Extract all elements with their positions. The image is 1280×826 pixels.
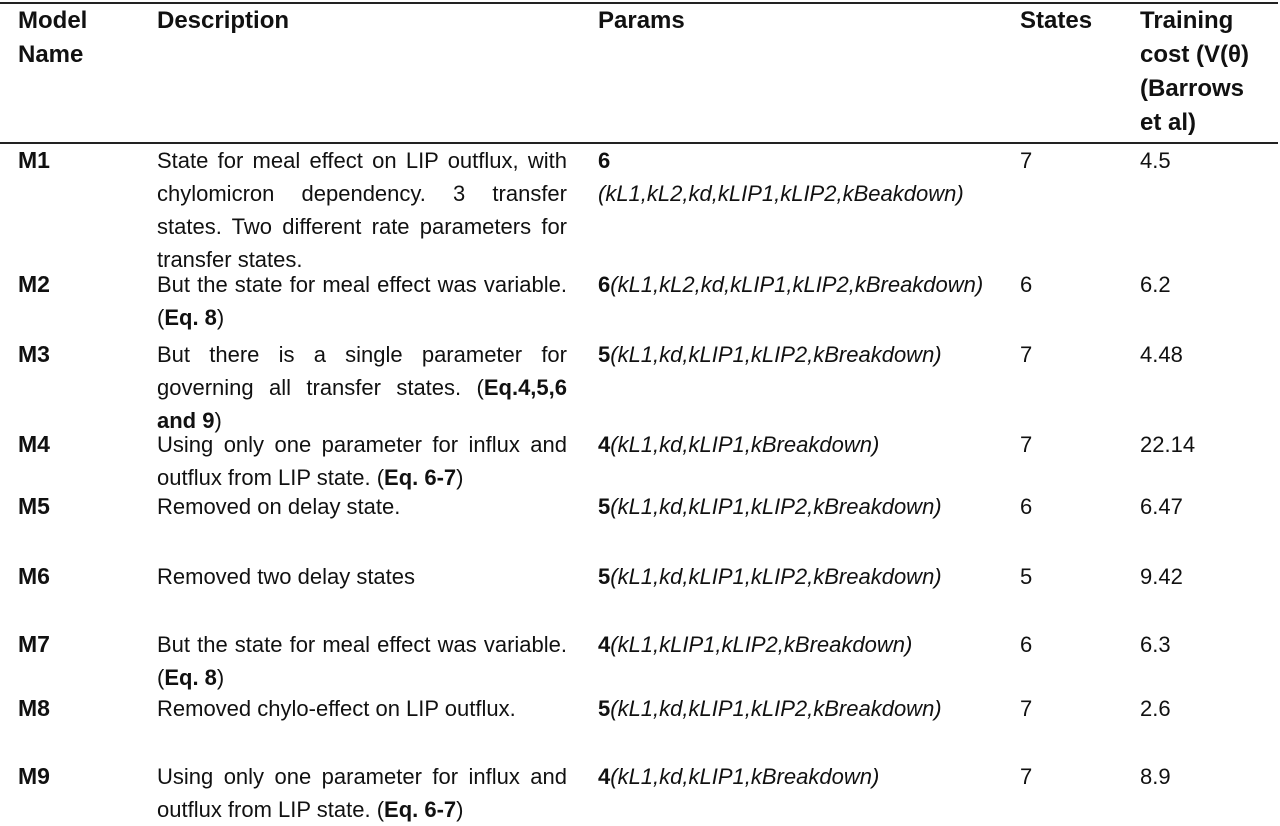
equation-ref: Eq. 6-7 (384, 797, 457, 822)
description-text: Using only one parameter for influx and outflux from LIP state. ( (157, 764, 567, 822)
param-list: (kL1,kL2,kd,kLIP1,kLIP2,kBeakdown) (598, 181, 964, 206)
model-params (598, 692, 988, 725)
training-cost: 8.9 (1140, 764, 1171, 789)
training-cost: 9.42 (1140, 564, 1183, 589)
model-states: 6 (1020, 272, 1033, 297)
param-count: 4 (598, 632, 611, 657)
model-params (598, 144, 988, 210)
training-cost: 6.2 (1140, 272, 1171, 297)
param-count: 5 (598, 696, 611, 721)
model-name: M3 (18, 341, 50, 367)
model-description (157, 628, 567, 694)
param-count: 4 (598, 764, 611, 789)
model-params (598, 268, 988, 301)
model-params (598, 490, 988, 523)
model-states: 6 (1020, 494, 1033, 519)
model-params (598, 428, 988, 461)
description-end: ) (216, 305, 225, 330)
model-params (598, 628, 988, 661)
description-text: Removed on delay state. (157, 494, 401, 519)
description-text: Using only one parameter for influx and outflux from LIP state. ( (157, 432, 567, 490)
description-text: But there is a single parameter for governing all transfer states. ( (157, 342, 567, 400)
description-end: ) (214, 408, 222, 433)
model-name: M1 (18, 147, 50, 173)
model-description (157, 144, 567, 276)
model-states: 7 (1020, 148, 1033, 173)
header-states: States (1020, 7, 1093, 34)
model-name: M5 (18, 493, 50, 519)
training-cost: 6.47 (1140, 494, 1183, 519)
training-cost: 6.3 (1140, 632, 1171, 657)
model-description (157, 428, 567, 494)
training-cost: 22.14 (1140, 432, 1196, 457)
param-list: (kL1,kd,kLIP1,kLIP2,kBreakdown) (610, 494, 942, 519)
model-name: M9 (18, 763, 50, 789)
model-name: M4 (18, 431, 50, 457)
model-states: 7 (1020, 696, 1033, 721)
header-description: Description (157, 7, 290, 34)
description-text: State for meal effect on LIP outflux, with chylomicron dependency. 3 transfer states. Two different rate parameters for transfer states. (157, 148, 567, 272)
header-params: Params (598, 7, 685, 34)
param-list: (kL1,kd,kLIP1,kLIP2,kBreakdown) (610, 564, 942, 589)
training-cost: 4.48 (1140, 342, 1183, 367)
model-params (598, 560, 988, 593)
param-list: (kL1,kd,kLIP1,kBreakdown) (610, 432, 880, 457)
param-list: (kL1,kd,kLIP1,kBreakdown) (610, 764, 880, 789)
model-description (157, 560, 567, 593)
model-states: 7 (1020, 432, 1033, 457)
model-description (157, 692, 567, 725)
param-list: (kL1,kd,kLIP1,kLIP2,kBreakdown) (610, 342, 942, 367)
model-description (157, 760, 567, 826)
param-count: 6 (598, 272, 611, 297)
param-count: 5 (598, 342, 611, 367)
description-end: ) (216, 665, 225, 690)
param-list: (kL1,kL2,kd,kLIP1,kLIP2,kBreakdown) (610, 272, 984, 297)
model-states: 7 (1020, 342, 1033, 367)
model-description (157, 338, 567, 437)
equation-ref: Eq. 6-7 (384, 465, 457, 490)
model-name: M7 (18, 631, 50, 657)
model-params (598, 338, 988, 371)
model-description (157, 490, 567, 523)
description-text: But the state for meal effect was variable. ( (157, 632, 567, 690)
header-cost: Training cost (V(θ) (Barrows et al) (1140, 7, 1249, 136)
training-cost: 4.5 (1140, 148, 1171, 173)
description-end: ) (456, 797, 464, 822)
model-states: 6 (1020, 632, 1033, 657)
model-states: 5 (1020, 564, 1033, 589)
param-count: 5 (598, 564, 611, 589)
model-name: M6 (18, 563, 50, 589)
model-name: M2 (18, 271, 50, 297)
equation-ref: Eq. 8 (164, 305, 217, 330)
model-params (598, 760, 988, 793)
training-cost: 2.6 (1140, 696, 1171, 721)
param-list: (kL1,kd,kLIP1,kLIP2,kBreakdown) (610, 696, 942, 721)
param-count: 6 (598, 148, 611, 173)
param-count: 5 (598, 494, 611, 519)
equation-ref: Eq. 8 (164, 665, 217, 690)
model-states: 7 (1020, 764, 1033, 789)
header-model: Model Name (18, 7, 88, 68)
description-text: But the state for meal effect was variable. ( (157, 272, 567, 330)
param-count: 4 (598, 432, 611, 457)
equation-ref: Eq.4,5,6 and 9 (157, 375, 567, 433)
model-description (157, 268, 567, 334)
model-name: M8 (18, 695, 50, 721)
param-list: (kL1,kLIP1,kLIP2,kBreakdown) (610, 632, 913, 657)
description-text: Removed chylo-effect on LIP outflux. (157, 696, 516, 721)
description-text: Removed two delay states (157, 564, 416, 589)
description-end: ) (456, 465, 464, 490)
